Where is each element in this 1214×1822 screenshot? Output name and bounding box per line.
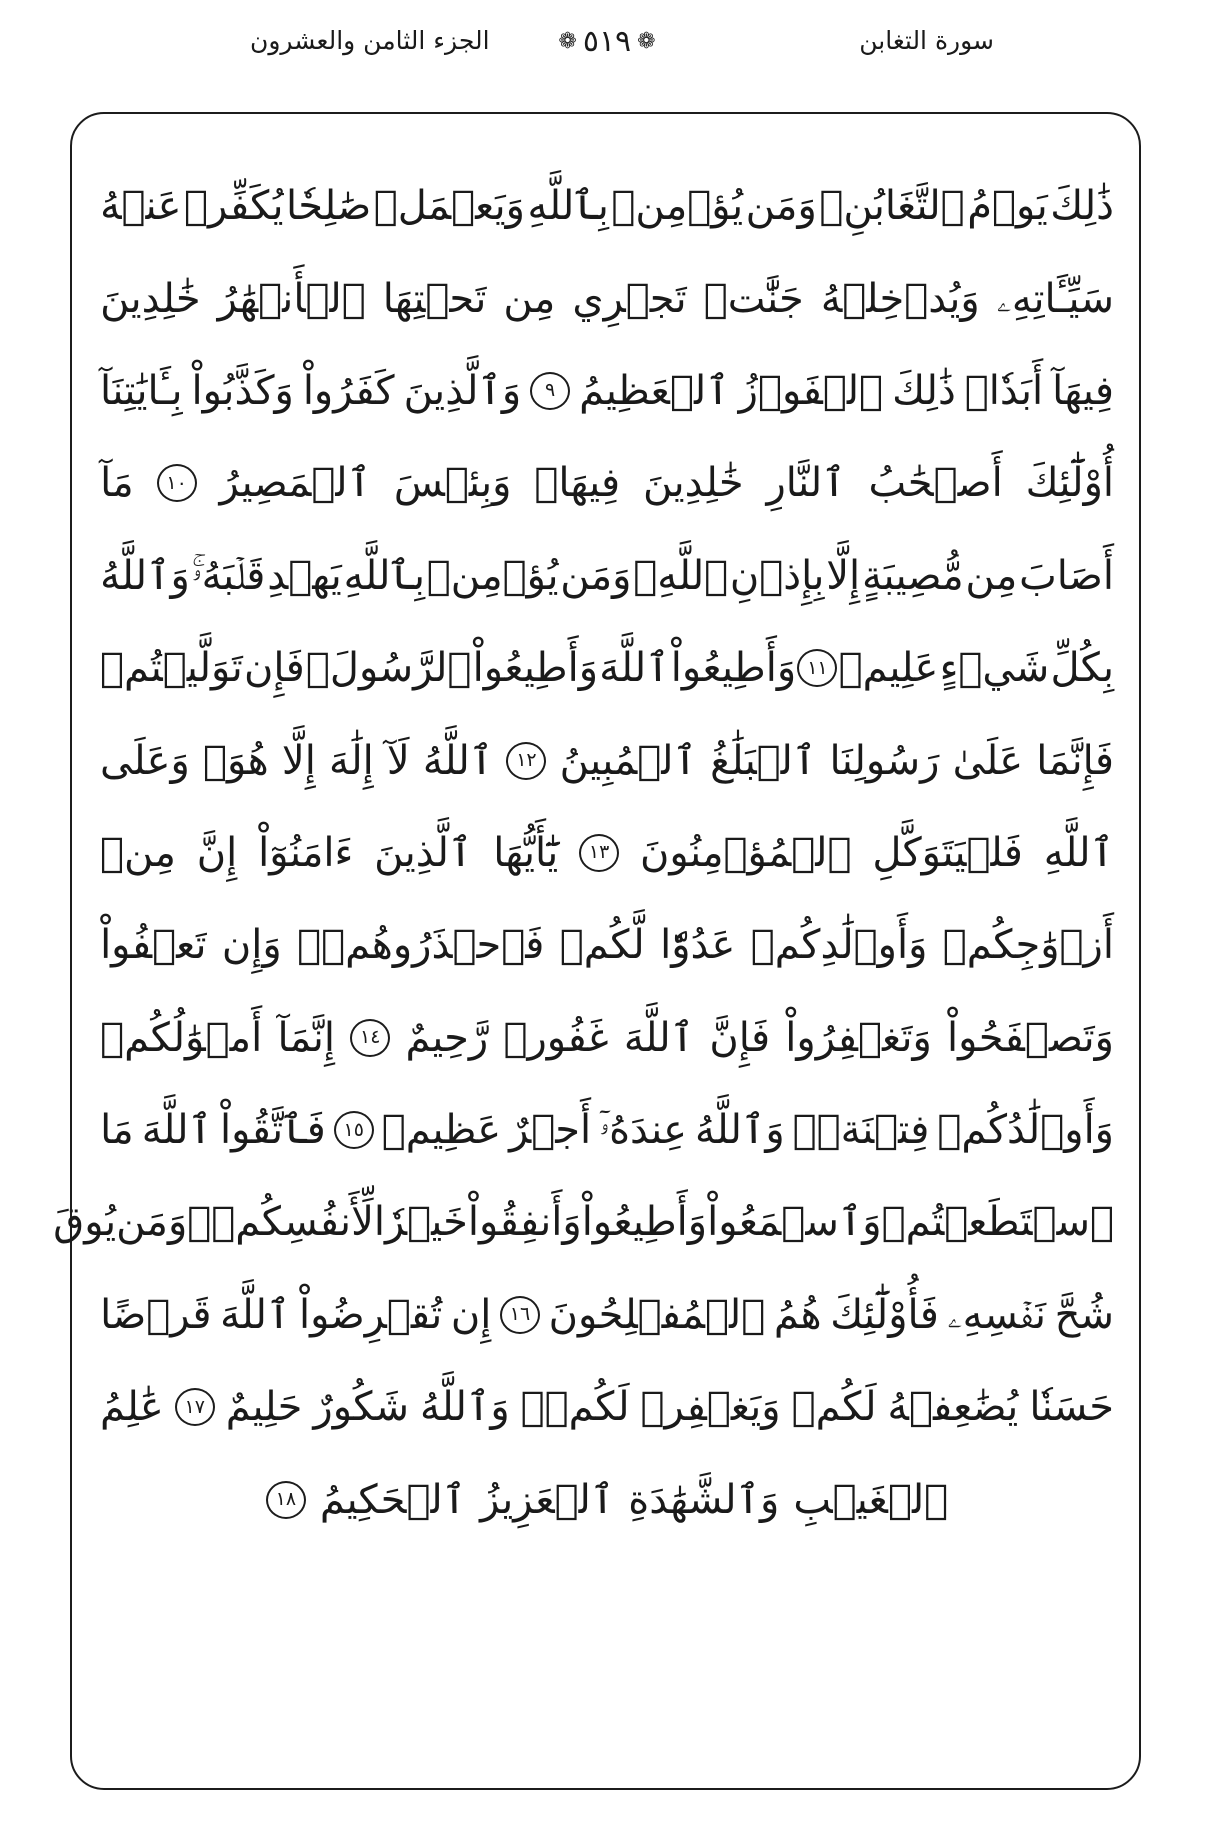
word: رَسُولِنَا	[829, 737, 940, 784]
word: ٱلۡمُؤۡمِنُونَ	[639, 829, 852, 876]
word: وَٱسۡمَعُواْ	[707, 1199, 882, 1246]
word: عَٰلِمُ	[100, 1384, 164, 1431]
word: شَيۡءٍ	[939, 645, 1050, 692]
word: عَلَىٰ	[952, 737, 1024, 784]
word: فَلۡيَتَوَكَّلِ	[872, 829, 1023, 876]
word: أَصۡحَٰبُ	[868, 460, 1003, 507]
word: ٱلَّذِينَ	[374, 829, 473, 876]
word: وَإِن	[221, 922, 282, 969]
word: خَٰلِدِينَ	[643, 460, 744, 507]
text-line	[100, 437, 1114, 529]
text-line	[100, 530, 1114, 622]
word: هُوَۚ	[202, 737, 269, 784]
word: ٱلۡمُفۡلِحُونَ	[548, 1291, 766, 1338]
word: فَأُوْلَٰٓئِكَ	[830, 1291, 939, 1338]
word: غَفُورٞ	[503, 1014, 609, 1061]
word: ذَٰلِكَ	[892, 367, 956, 414]
word: ٱلۡفَوۡزُ	[738, 367, 884, 414]
word: لَآ	[386, 737, 410, 784]
word: عَلِيمٞ	[838, 645, 939, 692]
word: شُحَّ	[1054, 1291, 1114, 1338]
word: وَٱلَّذِينَ	[403, 367, 522, 414]
word: وَتَصۡفَحُواْ	[947, 1014, 1114, 1061]
word: مِنۡ	[100, 829, 176, 876]
word: مَآ	[100, 460, 134, 507]
word: ٱللَّهَ	[599, 645, 670, 692]
word: ٱللَّهُ	[422, 737, 494, 784]
word: شَكُورٌ	[313, 1384, 409, 1431]
word: عِندَهُۥٓ	[599, 1107, 687, 1154]
word: وَبِئۡسَ	[393, 460, 512, 507]
ayah-number-marker: ١٥	[334, 1111, 374, 1149]
word: خَٰلِدِينَ	[100, 275, 201, 322]
word: تُقۡرِضُواْ	[299, 1291, 443, 1338]
word: لَكُمۡۚ	[520, 1384, 630, 1431]
ayah-number-marker: ١٧	[175, 1388, 215, 1426]
word: ٱللَّهَ	[141, 1107, 213, 1154]
word: ٱلۡأَنۡهَٰرُ	[217, 275, 366, 322]
word: سَيِّـَٔاتِهِۦ	[996, 275, 1114, 322]
word: ذَٰلِكَ	[1050, 183, 1114, 230]
ayah-number-marker: ١٠	[157, 464, 197, 502]
word: فَٱحۡذَرُوهُمۡۚ	[297, 922, 545, 969]
text-line	[100, 160, 1114, 252]
page-number: ٥١٩	[582, 24, 632, 59]
word: ءَامَنُوٓاْ	[258, 829, 354, 876]
word: ٱلرَّسُولَۚ	[305, 645, 472, 692]
word: عَظِيمٞ	[381, 1107, 502, 1154]
ayah-number-marker: ١٦	[500, 1296, 540, 1334]
surah-title: سورة التغابن	[859, 26, 994, 55]
word: ٱللَّهَ	[623, 1014, 695, 1061]
word: عَنۡهُ	[100, 183, 182, 230]
word: ٱلۡغَيۡبِ	[793, 1476, 949, 1523]
word: أَزۡوَٰجِكُمۡ	[942, 922, 1114, 969]
text-line	[100, 1361, 1114, 1453]
ayah-number-marker: ٩	[530, 372, 570, 410]
word: مُّصِيبَةٍ	[861, 552, 964, 599]
word: وَمَن	[116, 1199, 188, 1246]
word: قَلۡبَهُۥۚ	[191, 552, 266, 599]
ayah-number-marker: ١٨	[266, 1481, 306, 1519]
word: ٱلۡبَلَٰغُ	[710, 737, 817, 784]
word: ٱلۡمَصِيرُ	[219, 460, 372, 507]
text-line	[100, 1453, 1114, 1545]
word: مِن	[965, 552, 1018, 599]
text-line	[100, 1269, 1114, 1361]
word: حَلِيمٌ	[225, 1384, 303, 1431]
word: أَصَابَ	[1019, 552, 1114, 599]
word: أُوْلَٰٓئِكَ	[1025, 460, 1114, 507]
word: ٱللَّهِ	[1043, 829, 1114, 876]
word: وَيُدۡخِلۡهُ	[820, 275, 980, 322]
word: ٱلۡعَظِيمُ	[579, 367, 730, 414]
word: إِلَّا	[281, 737, 316, 784]
word: وَأَطِيعُواْ	[670, 645, 797, 692]
word: بِـَٔايَٰتِنَآ	[100, 367, 183, 414]
text-line	[100, 807, 1114, 899]
word: مَا	[100, 1107, 134, 1154]
word: يُوقَ	[53, 1199, 117, 1246]
word: نَفۡسِهِۦ	[947, 1291, 1047, 1338]
word: وَيَغۡفِرۡ	[640, 1384, 781, 1431]
word: يَوۡمُ	[967, 183, 1048, 230]
word: أَجۡرٌ	[509, 1107, 592, 1154]
word: وَيَعۡمَلۡ	[373, 183, 525, 230]
ornament-right-icon: ❁	[637, 29, 656, 54]
word: فَإِنَّ	[709, 1014, 771, 1061]
word: إِنَّمَآ	[277, 1014, 336, 1061]
text-line	[100, 1084, 1114, 1176]
page-number-badge	[558, 24, 655, 59]
text-line	[100, 345, 1114, 437]
word: فِتۡنَةٞۚ	[792, 1107, 930, 1154]
word: تَعۡفُواْ	[100, 922, 207, 969]
word: وَتَغۡفِرُواْ	[785, 1014, 932, 1061]
word: فِيهَاۖ	[534, 460, 621, 507]
word: فَٱتَّقُواْ	[220, 1107, 326, 1154]
word: وَٱللَّهُ	[100, 552, 190, 599]
word: إِلَٰهَ	[329, 737, 374, 784]
ayah-number-marker: ١٤	[350, 1019, 390, 1057]
word: يُضَٰعِفۡهُ	[887, 1384, 1019, 1431]
word: فِيهَآ	[1052, 367, 1114, 414]
word: جَنَّٰتٖ	[703, 275, 804, 322]
text-line	[100, 252, 1114, 344]
word: لَّكُمۡ	[559, 922, 645, 969]
word: عَدُوّٗا	[660, 922, 736, 969]
word: ٱلۡحَكِيمُ	[319, 1476, 467, 1523]
word: إِلَّا	[826, 552, 861, 599]
word: وَٱللَّهُ	[695, 1107, 785, 1154]
ornament-left-icon: ❁	[558, 29, 577, 54]
word: وَمَن	[560, 552, 632, 599]
word: إِن	[450, 1291, 492, 1338]
page-header	[60, 22, 1154, 78]
word: وَأَطِيعُواْ	[472, 645, 599, 692]
word: ٱلۡعَزِيزُ	[480, 1476, 615, 1523]
word: وَٱلشَّهَٰدَةِ	[628, 1476, 780, 1523]
word: أَبَدٗاۚ	[964, 367, 1044, 414]
text-line	[100, 992, 1114, 1084]
text-line	[100, 622, 1114, 714]
word: ٱلنَّارِ	[766, 460, 846, 507]
word: مِن	[503, 275, 556, 322]
word: وَأَنفِقُواْ	[467, 1199, 582, 1246]
word: أَمۡوَٰلُكُمۡ	[100, 1014, 263, 1061]
word: لِّأَنفُسِكُمۡۗ	[187, 1199, 374, 1246]
word: وَكَذَّبُواْ	[191, 367, 294, 414]
word: يَهۡدِ	[267, 552, 342, 599]
word: خَيۡرٗا	[373, 1199, 468, 1246]
word: فَإِنَّمَا	[1036, 737, 1114, 784]
text-line	[53, 1176, 1114, 1268]
word: إِنَّ	[196, 829, 238, 876]
ayah-number-marker: ١٣	[579, 834, 619, 872]
word: لَكُمۡ	[791, 1384, 877, 1431]
word: بِكُلِّ	[1050, 645, 1114, 692]
word: يُكَفِّرۡ	[183, 183, 284, 230]
word: تَوَلَّيۡتُمۡ	[100, 645, 243, 692]
ayah-number-marker: ١٢	[506, 742, 546, 780]
word: فَإِن	[244, 645, 305, 692]
word: حَسَنٗا	[1029, 1384, 1114, 1431]
word: يُؤۡمِنۢ	[426, 552, 559, 599]
word: وَمَن	[745, 183, 817, 230]
word: يُؤۡمِنۢ	[611, 183, 744, 230]
word: ٱللَّهَ	[220, 1291, 291, 1338]
word: بِٱللَّهِ	[343, 552, 426, 599]
word: يَٰٓأَيُّهَا	[493, 829, 559, 876]
word: وَعَلَى	[100, 737, 190, 784]
word: وَٱللَّهُ	[420, 1384, 510, 1431]
word: وَأَوۡلَٰدُكُمۡ	[937, 1107, 1114, 1154]
word: بِٱللَّهِ	[527, 183, 609, 230]
word: كَفَرُواْ	[302, 367, 395, 414]
ayah-number-marker: ١١	[797, 649, 837, 687]
word: رَّحِيمٌ	[405, 1014, 489, 1061]
word: صَٰلِحٗا	[286, 183, 372, 230]
word: قَرۡضًا	[100, 1291, 212, 1338]
word: هُمُ	[773, 1291, 822, 1338]
word: وَأَوۡلَٰدِكُمۡ	[750, 922, 928, 969]
text-block	[53, 160, 1114, 1546]
word: بِإِذۡنِ	[729, 552, 825, 599]
word: وَأَطِيعُواْ	[581, 1199, 708, 1246]
word: ٱلۡمُبِينُ	[559, 737, 697, 784]
word: تَحۡتِهَا	[382, 275, 487, 322]
word: تَجۡرِي	[572, 275, 687, 322]
text-line	[100, 714, 1114, 806]
word: ٱلتَّغَابُنِۗ	[819, 183, 965, 230]
juz-title: الجزء الثامن والعشرون	[250, 26, 490, 55]
text-line	[100, 899, 1114, 991]
word: ٱللَّهِۗ	[633, 552, 729, 599]
word: ٱسۡتَطَعۡتُمۡ	[881, 1199, 1114, 1246]
